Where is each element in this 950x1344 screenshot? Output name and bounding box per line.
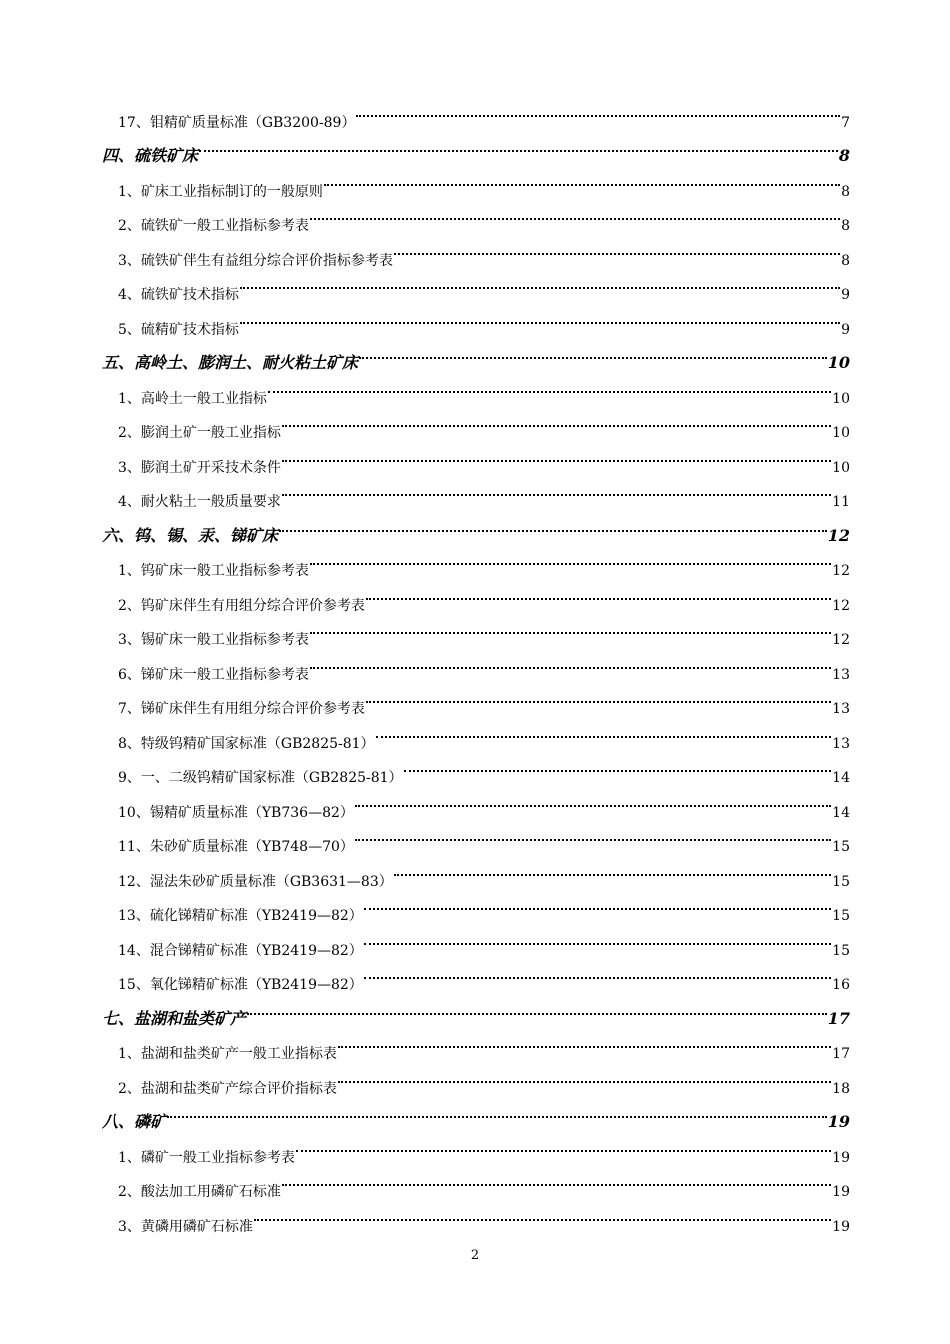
toc-entry-page-number: 8 <box>841 252 850 269</box>
toc-subsection-entry[interactable] <box>102 161 850 200</box>
toc-entry-title: 七、盐湖和盐类矿产 <box>102 1008 247 1028</box>
toc-entry-title: 1、矿床工业指标制订的一般原则 <box>118 183 323 200</box>
toc-entry-page-number: 15 <box>832 908 850 924</box>
toc-entry-title: 6、锑矿床一般工业指标参考表 <box>118 666 309 683</box>
toc-entry-page-number: 8 <box>841 183 850 200</box>
toc-entry-page-number: 15 <box>832 873 850 890</box>
toc-dot-leader <box>167 1093 827 1128</box>
toc-dot-leader <box>247 989 827 1024</box>
toc-dot-leader <box>282 403 831 438</box>
toc-entry-page-number: 19 <box>832 1218 850 1235</box>
toc-entry-title: 四、硫铁矿床 <box>102 146 199 165</box>
toc-entry-title: 3、黄磷用磷矿石标准 <box>118 1218 253 1235</box>
toc-entry-page-number: 12 <box>832 632 850 648</box>
toc-entry-page-number: 14 <box>832 804 850 821</box>
toc-dot-leader <box>355 782 831 817</box>
toc-section-entry[interactable] <box>102 1093 850 1131</box>
toc-entry-title: 1、高岭土一般工业指标 <box>118 390 267 407</box>
toc-entry-page-number: 10 <box>832 425 850 441</box>
toc-entry-title: 1、磷矿一般工业指标参考表 <box>118 1149 295 1166</box>
toc-entry-page-number: 15 <box>832 942 850 959</box>
toc-entry-page-number: 7 <box>841 114 850 131</box>
table-of-contents <box>102 92 850 1235</box>
toc-entry-title: 2、盐湖和盐类矿产综合评价指标表 <box>118 1080 337 1097</box>
toc-dot-leader <box>364 920 831 955</box>
toc-entry-title: 4、硫铁矿技术指标 <box>118 287 239 303</box>
toc-dot-leader <box>310 610 831 645</box>
toc-entry-title: 3、锡矿床一般工业指标参考表 <box>118 632 309 648</box>
toc-entry-page-number: 11 <box>832 494 850 510</box>
toc-dot-leader <box>282 1162 831 1197</box>
toc-entry-page-number: 18 <box>832 1080 850 1097</box>
toc-entry-title: 2、硫铁矿一般工业指标参考表 <box>118 218 309 234</box>
toc-dot-leader <box>268 368 831 403</box>
toc-dot-leader <box>364 886 831 921</box>
toc-subsection-entry[interactable] <box>102 1127 850 1166</box>
toc-section-entry[interactable] <box>102 127 850 165</box>
toc-dot-leader <box>338 1024 831 1059</box>
toc-entry-page-number: 10 <box>832 390 850 407</box>
toc-entry-page-number: 13 <box>832 735 850 752</box>
toc-entry-page-number: 16 <box>832 977 850 993</box>
toc-entry-page-number: 9 <box>841 287 850 303</box>
toc-entry-title: 3、硫铁矿伴生有益组分综合评价指标参考表 <box>118 252 393 269</box>
toc-entry-title: 1、盐湖和盐类矿产一般工业指标表 <box>118 1046 337 1062</box>
toc-entry-page-number: 19 <box>832 1184 850 1200</box>
toc-entry-title: 2、钨矿床伴生有用组分综合评价参考表 <box>118 597 365 614</box>
toc-entry-title: 10、锡精矿质量标准（YB736—82） <box>118 804 354 821</box>
toc-dot-leader <box>338 1058 831 1093</box>
toc-dot-leader <box>394 230 840 265</box>
toc-dot-leader <box>279 506 827 541</box>
toc-entry-page-number: 9 <box>841 321 850 338</box>
page-number: 2 <box>470 1248 480 1263</box>
toc-entry-title: 12、湿法朱砂矿质量标准（GB3631—83） <box>118 873 393 890</box>
toc-dot-leader <box>282 437 831 472</box>
toc-entry-title: 2、酸法加工用磷矿石标准 <box>118 1184 281 1200</box>
toc-entry-title: 3、膨润土矿开采技术条件 <box>118 459 281 476</box>
toc-dot-leader <box>359 334 827 369</box>
toc-dot-leader <box>240 299 840 334</box>
toc-entry-title: 9、一、二级钨精矿国家标准（GB2825-81） <box>118 770 403 786</box>
toc-entry-page-number: 12 <box>832 597 850 614</box>
toc-entry-page-number: 17 <box>832 1046 850 1062</box>
toc-entry-title: 八、磷矿 <box>102 1112 167 1131</box>
toc-dot-leader <box>366 575 831 610</box>
toc-entry-title: 5、硫精矿技术指标 <box>118 321 239 338</box>
toc-entry-page-number: 13 <box>832 666 850 683</box>
toc-dot-leader <box>324 161 840 196</box>
toc-entry-page-number: 10 <box>827 353 850 372</box>
toc-entry-title: 17、钼精矿质量标准（GB3200-89） <box>118 114 356 131</box>
toc-subsection-entry[interactable] <box>102 92 850 131</box>
toc-entry-title: 15、氧化锑精矿标准（YB2419—82） <box>118 977 363 993</box>
toc-entry-page-number: 8 <box>838 146 850 165</box>
toc-entry-page-number: 13 <box>832 701 850 717</box>
toc-dot-leader <box>394 851 831 886</box>
toc-entry-page-number: 12 <box>827 525 850 545</box>
toc-dot-leader <box>404 748 832 783</box>
toc-dot-leader <box>310 541 831 576</box>
toc-entry-page-number: 15 <box>832 839 850 855</box>
toc-entry-page-number: 19 <box>827 1112 850 1131</box>
toc-entry-title: 13、硫化锑精矿标准（YB2419—82） <box>118 908 363 924</box>
toc-entry-title: 六、钨、锡、汞、锑矿床 <box>102 525 279 545</box>
toc-entry-page-number: 17 <box>827 1008 850 1028</box>
toc-dot-leader <box>356 92 840 127</box>
toc-entry-title: 2、膨润土矿一般工业指标 <box>118 425 281 441</box>
toc-entry-title: 1、钨矿床一般工业指标参考表 <box>118 563 309 579</box>
toc-dot-leader <box>366 679 831 714</box>
toc-dot-leader <box>282 472 831 507</box>
toc-dot-leader <box>364 955 831 990</box>
toc-entry-title: 五、高岭土、膨润土、耐火粘土矿床 <box>102 353 359 372</box>
toc-entry-title: 7、锑矿床伴生有用组分综合评价参考表 <box>118 701 365 717</box>
toc-dot-leader <box>254 1196 831 1231</box>
toc-entry-page-number: 10 <box>832 459 850 476</box>
toc-dot-leader <box>355 817 831 852</box>
toc-entry-page-number: 19 <box>832 1149 850 1166</box>
toc-entry-title: 4、耐火粘土一般质量要求 <box>118 494 281 510</box>
toc-entry-page-number: 14 <box>832 770 850 786</box>
toc-entry-title: 14、混合锑精矿标准（YB2419—82） <box>118 942 363 959</box>
toc-entry-page-number: 8 <box>841 218 850 234</box>
toc-dot-leader <box>199 127 838 162</box>
toc-entry-title: 11、朱砂矿质量标准（YB748—70） <box>118 839 354 855</box>
toc-dot-leader <box>376 713 832 748</box>
toc-dot-leader <box>240 265 840 300</box>
toc-dot-leader <box>310 196 840 231</box>
toc-dot-leader <box>310 644 831 679</box>
toc-entry-page-number: 12 <box>832 563 850 579</box>
toc-dot-leader <box>296 1127 831 1162</box>
toc-entry-title: 8、特级钨精矿国家标准（GB2825-81） <box>118 735 375 752</box>
